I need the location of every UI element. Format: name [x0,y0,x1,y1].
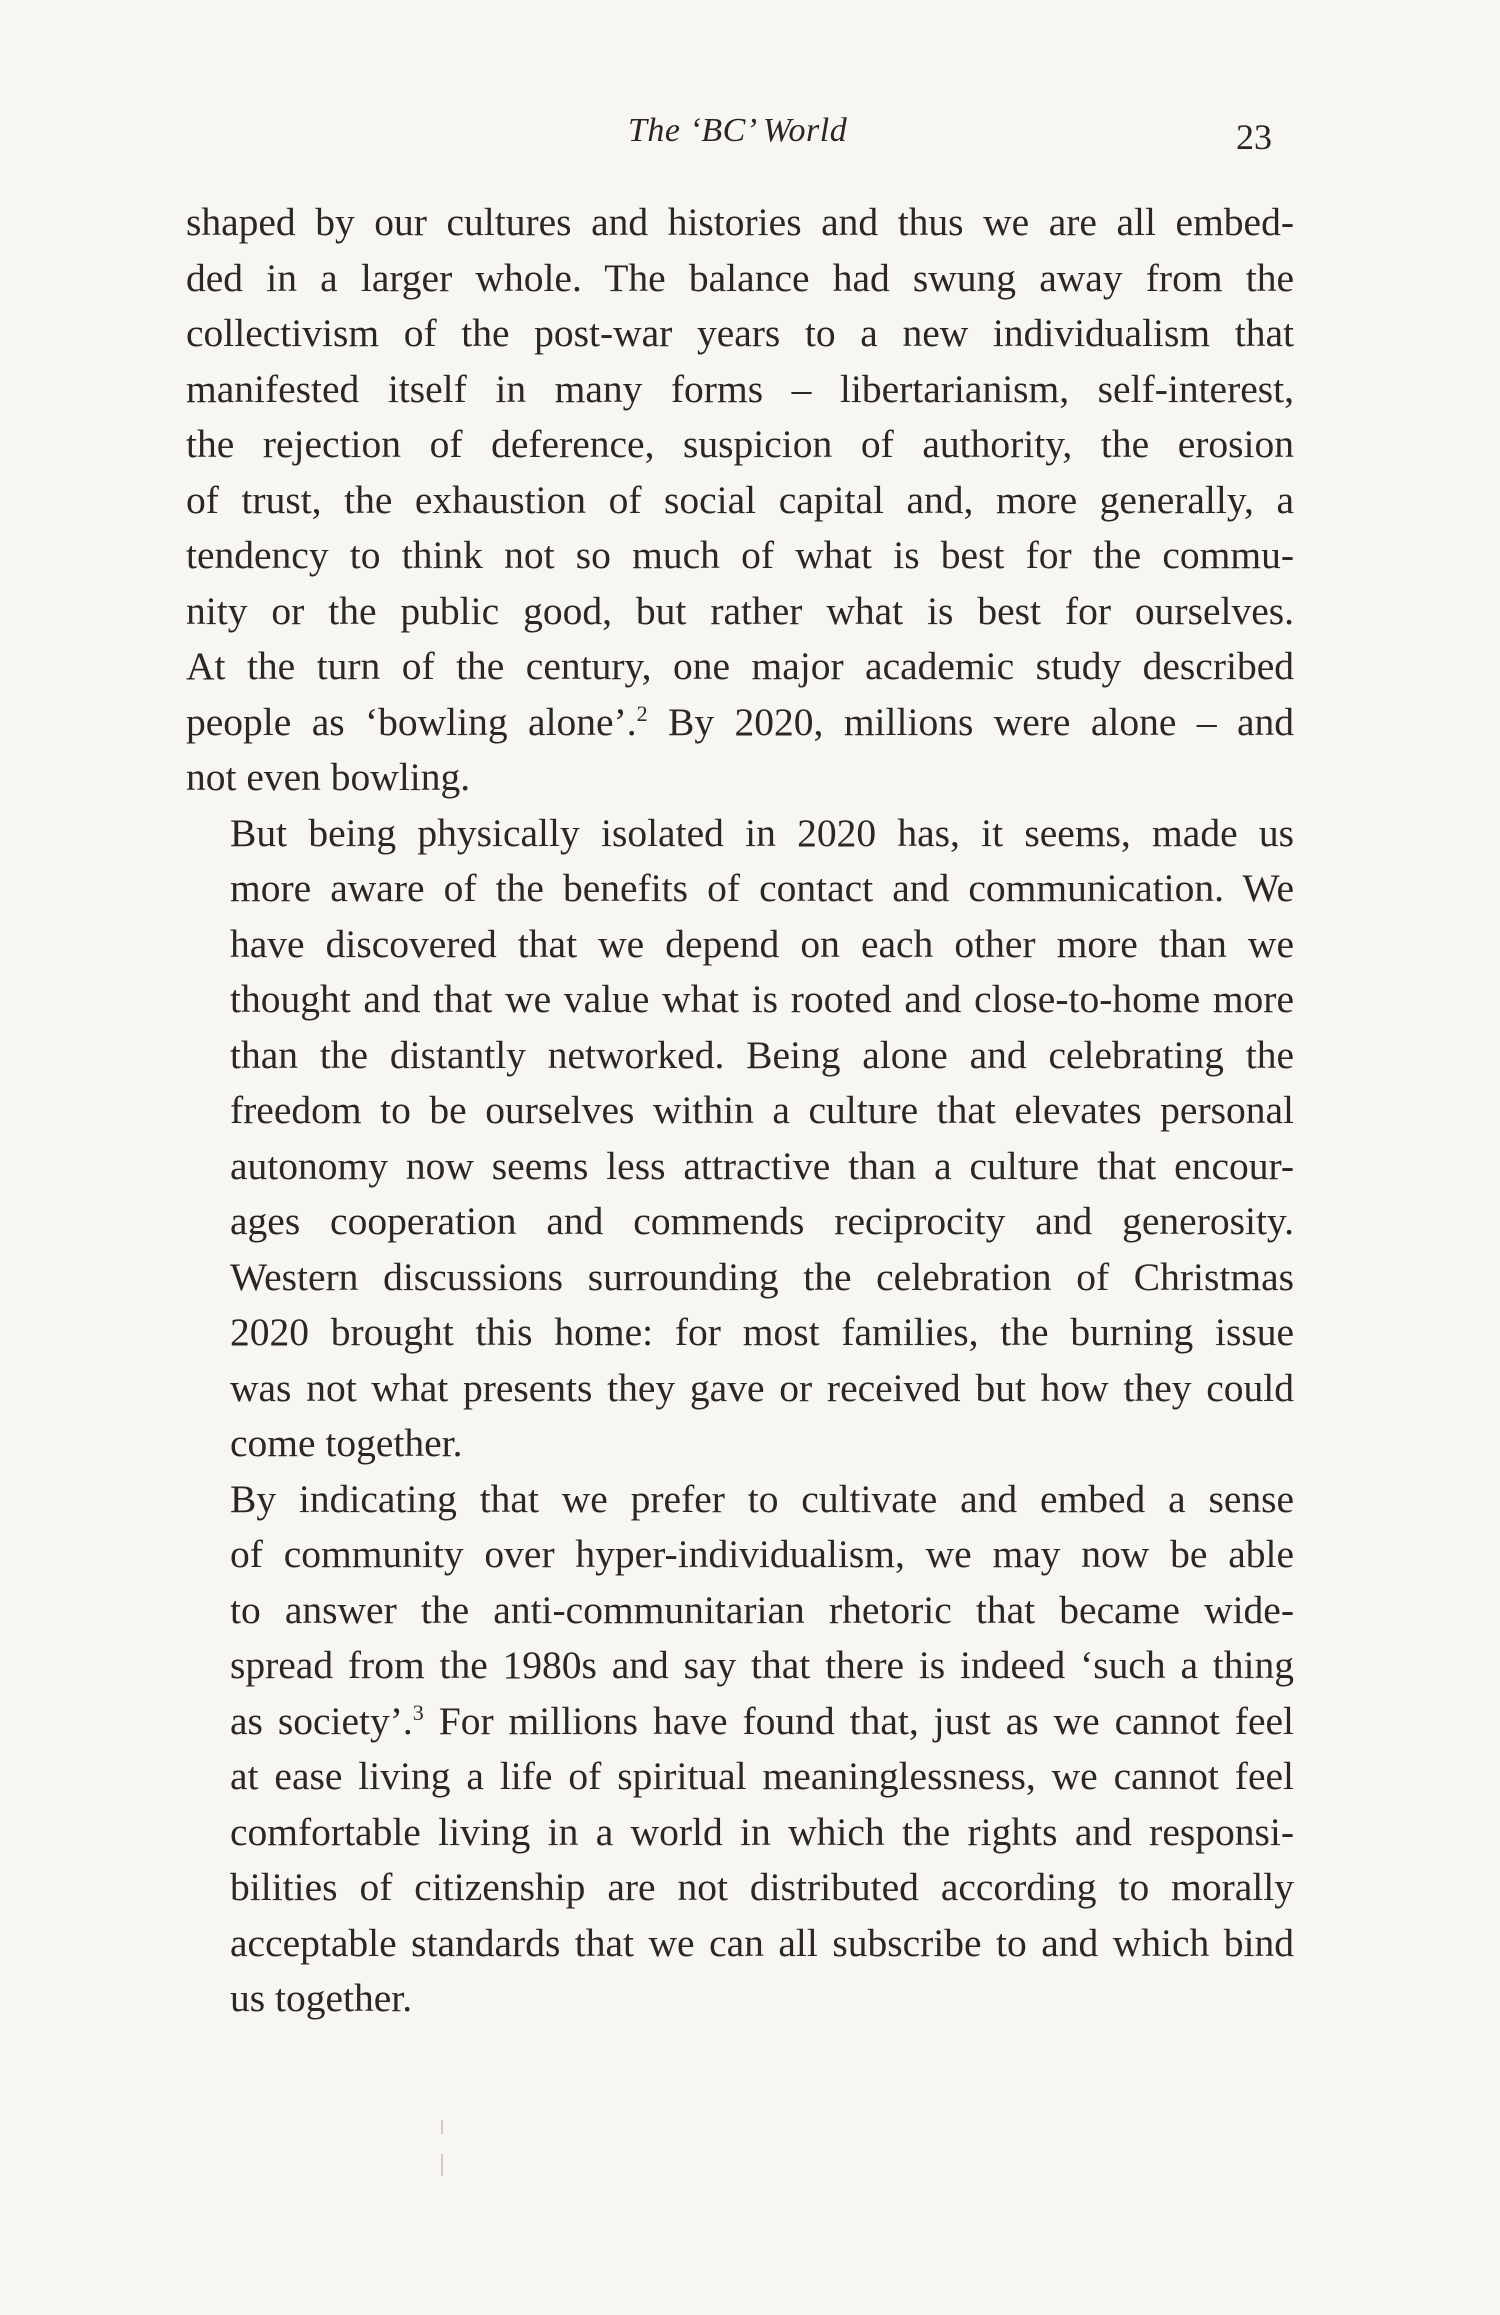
text-line: tendency to think not so much of what is best for the commu- [186,533,1294,577]
text-segment: people as ‘bowling alone’. [186,699,637,744]
text-segment: as society’. [230,1698,413,1743]
text-line: the rejection of deference, suspicion of authority, the erosion [186,422,1294,466]
text-line: of trust, the exhaustion of social capital and, more generally, a [186,477,1294,522]
paragraph-3 [186,1472,1294,2027]
text-line: was not what presents they gave or received but how they could [230,1365,1294,1410]
text-line: spread from the 1980s and say that there is indeed ‘such a thing [230,1643,1294,1687]
text-line: acceptable standards that we can all subscribe to and which bind [230,1920,1294,1965]
text-line: us together. [230,1976,413,2020]
body-text [186,195,1294,2027]
text-line: thought and that we value what is rooted and close-to-home more [230,977,1294,1021]
text-line: But being physically isolated in 2020 has, it seems, made us [230,810,1294,855]
text-line: autonomy now seems less attractive than a culture that encour- [230,1143,1294,1188]
text-line: collectivism of the post-war years to a new individualism that [186,311,1294,355]
text-line: ages cooperation and commends reciprocity and generosity. [230,1199,1294,1243]
paragraph-2 [186,806,1294,1472]
text-line-with-footnote [186,1694,1294,1750]
text-line: By indicating that we prefer to cultivate and embed a sense [230,1476,1294,1521]
text-line: at ease living a life of spiritual meaninglessness, we cannot feel [230,1754,1294,1798]
text-line: ded in a larger whole. The balance had swung away from the [186,255,1294,300]
running-title: The ‘BC’ World [628,112,848,149]
text-line: of community over hyper-individualism, we may now be able [230,1532,1294,1576]
text-line: 2020 brought this home: for most families, the burning issue [230,1310,1294,1354]
text-line: come together. [230,1421,463,1465]
text-line: than the distantly networked. Being alone and celebrating the [230,1032,1294,1077]
text-segment: By 2020, millions were alone – and [647,699,1295,744]
text-line-with-footnote [186,695,1294,751]
text-line: shaped by our cultures and histories and thus we are all embed- [186,200,1294,244]
text-line: manifested itself in many forms – libertarianism, self-interest, [186,366,1294,411]
text-line: bilities of citizenship are not distributed according to morally [230,1865,1294,1909]
text-segment: For millions have found that, just as we cannot feel [423,1698,1294,1743]
text-line: nity or the public good, but rather what is best for ourselves. [186,588,1294,633]
text-line: more aware of the benefits of contact and communication. We [230,866,1294,910]
footnote-mark: 2 [636,700,648,726]
text-line: not even bowling. [186,755,471,799]
running-head [0,106,1500,166]
text-line: freedom to be ourselves within a culture that elevates personal [230,1088,1294,1132]
text-line: At the turn of the century, one major academic study described [186,644,1294,688]
page-number: 23 [1236,117,1272,157]
text-line: comfortable living in a world in which the rights and responsi- [230,1809,1294,1854]
text-line: Western discussions surrounding the celebration of Christmas [230,1254,1294,1299]
text-line: have discovered that we depend on each other more than we [230,921,1294,966]
paper-speck-marks [441,2120,445,2180]
text-line: to answer the anti-communitarian rhetoric that became wide- [230,1587,1294,1632]
paragraph-1 [186,195,1294,806]
footnote-mark: 3 [412,1699,424,1725]
